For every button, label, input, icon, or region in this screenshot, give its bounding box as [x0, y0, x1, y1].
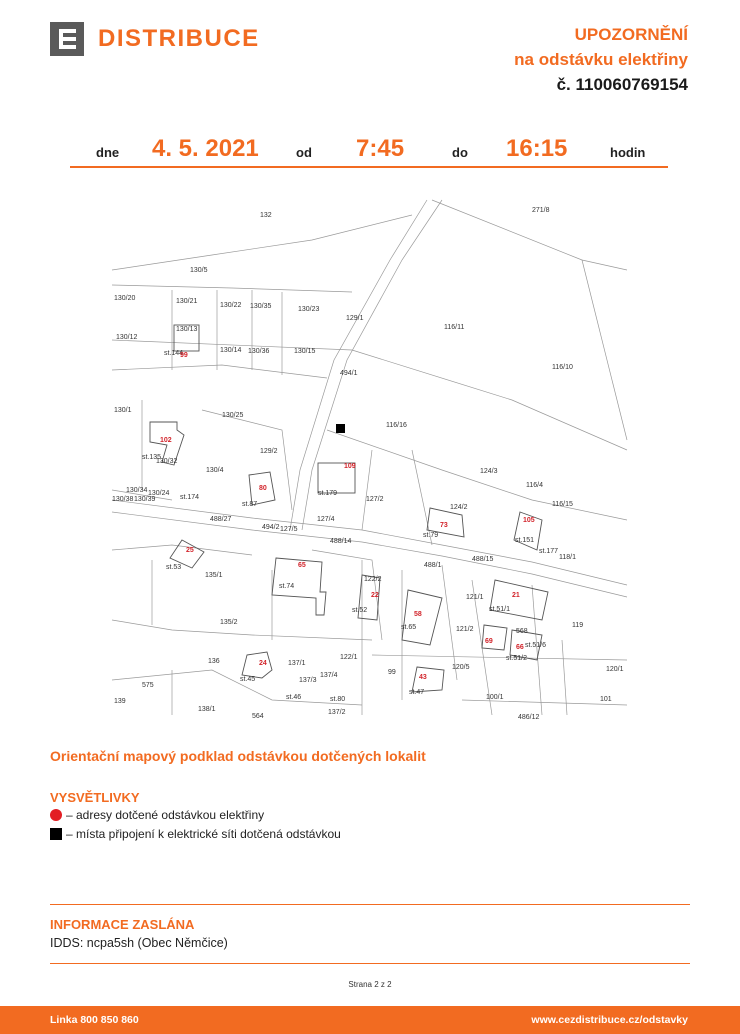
parcel-label: 488/15: [472, 556, 494, 563]
legend-connections: [50, 827, 341, 841]
parcel-label: 494/1: [340, 370, 358, 377]
parcel-label: 120/5: [452, 664, 470, 671]
info-divider-top: [50, 904, 690, 905]
parcel-label: 122/2: [364, 576, 382, 583]
parcel-label: 129/1: [346, 315, 364, 322]
footer-bar: [0, 1006, 740, 1034]
parcel-label: 100/1: [486, 694, 504, 701]
parcel-label: 568: [516, 628, 528, 635]
parcel-label: 127/2: [366, 496, 384, 503]
parcel-label: 130/4: [206, 467, 224, 474]
parcel-label: 120/1: [606, 666, 624, 673]
affected-address-label: 102: [160, 437, 172, 444]
parcel-label: 132: [260, 212, 272, 219]
parcel-label: 118/1: [559, 554, 576, 561]
to-label: do: [452, 145, 468, 160]
parcel-label: 127/4: [317, 516, 335, 523]
parcel-label: 130/25: [222, 412, 244, 419]
hotline: Linka 800 850 860: [50, 1014, 139, 1026]
parcel-label: st.179: [318, 490, 338, 497]
parcel-label: 121/2: [456, 626, 474, 633]
info-text: IDDS: ncpa5sh (Obec Němčice): [50, 936, 228, 950]
parcel-label: 124/2: [450, 504, 468, 511]
parcel-label: 486/12: [518, 714, 540, 721]
outage-date: 4. 5. 2021: [152, 135, 259, 162]
parcel-label: 130/39: [134, 496, 156, 503]
affected-address-label: 24: [259, 660, 267, 667]
parcel-label: 130/34: [126, 487, 148, 494]
legend-title: VYSVĚTLIVKY: [50, 790, 140, 805]
parcel-label: st.51/6: [525, 642, 547, 649]
parcel-label: 129/2: [260, 448, 278, 455]
parcel-label: 130/13: [176, 326, 198, 333]
parcel-label: 135/1: [205, 572, 223, 579]
parcel-label: 130/36: [248, 348, 270, 355]
affected-address-label: 43: [419, 674, 427, 681]
parcel-label: 116/16: [386, 422, 407, 429]
parcel-label: 494/2: [262, 524, 280, 531]
parcel-label: 575: [142, 682, 154, 689]
outage-map: [112, 200, 627, 721]
affected-address-label: 99: [180, 352, 188, 359]
parcel-label: 138/1: [198, 706, 216, 713]
parcel-label: st.174: [180, 494, 200, 501]
parcel-label: st.74: [279, 583, 295, 590]
company-logo: [50, 22, 260, 56]
unit-label: hodin: [610, 145, 646, 160]
parcel-label: 130/38: [112, 496, 134, 503]
affected-address-label: 66: [516, 644, 524, 651]
parcel-label: 99: [388, 669, 396, 676]
red-dot-icon: [50, 809, 62, 821]
parcel-label: 136: [208, 658, 220, 665]
parcel-label: 488/14: [330, 538, 352, 545]
parcel-label: 130/35: [250, 303, 272, 310]
affected-address-label: 22: [371, 592, 379, 599]
parcel-label: 135/2: [220, 619, 238, 626]
parcel-label: st.151: [515, 537, 535, 544]
parcel-label: st.87: [242, 501, 258, 508]
parcel-label: 564: [252, 713, 264, 720]
info-divider-bottom: [50, 963, 690, 964]
notice-heading: [514, 22, 688, 97]
from-label: od: [296, 145, 312, 160]
black-square-icon: [50, 828, 62, 840]
parcel-label: st.46: [286, 694, 302, 701]
notice-title: UPOZORNĚNÍ: [574, 25, 688, 44]
legend-addresses: [50, 808, 264, 822]
parcel-label: st.65: [401, 624, 417, 631]
day-label: dne: [96, 145, 120, 160]
parcel-label: 130/20: [114, 295, 136, 302]
parcel-label: 116/4: [526, 482, 543, 489]
affected-address-label: 109: [344, 463, 356, 470]
parcel-label: st.52: [352, 607, 368, 614]
parcel-label: 130/14: [220, 347, 242, 354]
parcel-label: 130/12: [116, 334, 138, 341]
affected-address-label: 80: [259, 485, 267, 492]
affected-address-label: 25: [186, 547, 194, 554]
cez-logo-icon: [50, 22, 84, 56]
legend-connections-text: – místa připojení k elektrické síti dotčená odstávkou: [66, 827, 341, 841]
parcel-label: 116/11: [444, 324, 465, 331]
to-time: 16:15: [506, 135, 568, 162]
parcel-label: 130/24: [148, 490, 170, 497]
parcel-label: 139: [114, 698, 126, 705]
parcel-label: st.51/1: [489, 606, 511, 613]
parcel-label: 488/1: [424, 562, 442, 569]
affected-address-label: 105: [523, 517, 535, 524]
parcel-label: 119: [572, 622, 584, 629]
from-time: 7:45: [356, 135, 405, 162]
parcel-label: st.144: [164, 350, 184, 357]
parcel-label: 137/4: [320, 672, 338, 679]
parcel-label: 130/1: [114, 407, 132, 414]
parcel-label: 130/23: [298, 306, 320, 313]
parcel-label: 130/5: [190, 267, 208, 274]
info-title: INFORMACE ZASLÁNA: [50, 917, 195, 932]
parcel-label: st.80: [330, 696, 346, 703]
affected-address-label: 65: [298, 562, 306, 569]
outage-schedule: [70, 132, 668, 168]
notice-number: č. 110060769154: [556, 75, 688, 94]
parcel-label: 122/1: [340, 654, 358, 661]
affected-address-label: 21: [512, 592, 520, 599]
parcel-label: 127/5: [280, 526, 298, 533]
affected-address-label: 73: [440, 522, 448, 529]
parcel-label: 116/10: [552, 364, 573, 371]
brand-name: DISTRIBUCE: [98, 25, 260, 52]
parcel-label: 137/2: [328, 709, 346, 716]
connection-point-marker: [336, 424, 345, 433]
map-caption: Orientační mapový podklad odstávkou dotčených lokalit: [50, 748, 426, 764]
parcel-label: st.51/2: [506, 655, 528, 662]
parcel-label: 130/32: [156, 458, 178, 465]
parcel-label: 137/3: [299, 677, 317, 684]
parcel-label: 121/1: [466, 594, 484, 601]
parcel-label: 124/3: [480, 468, 498, 475]
parcel-label: 137/1: [288, 660, 306, 667]
parcel-label: 116/15: [552, 501, 573, 508]
parcel-label: 271/8: [532, 207, 550, 214]
parcel-label: 130/21: [176, 298, 198, 305]
parcel-label: st.177: [539, 548, 559, 555]
parcel-label: st.79: [423, 532, 439, 539]
parcel-label: 130/22: [220, 302, 242, 309]
website-link[interactable]: www.cezdistribuce.cz/odstavky: [531, 1014, 688, 1026]
affected-address-label: 58: [414, 611, 422, 618]
parcel-label: 130/15: [294, 348, 316, 355]
parcel-label: st.135: [142, 454, 162, 461]
notice-subtitle: na odstávku elektřiny: [514, 50, 688, 69]
parcel-label: st.47: [409, 689, 425, 696]
page-number: Strana 2 z 2: [348, 980, 392, 989]
cadastral-map: [112, 200, 627, 721]
legend-addresses-text: – adresy dotčené odstávkou elektřiny: [66, 808, 265, 822]
parcel-label: st.45: [240, 676, 256, 683]
affected-address-label: 69: [485, 638, 493, 645]
parcel-label: 488/27: [210, 516, 232, 523]
parcel-label: 101: [600, 696, 612, 703]
parcel-label: st.53: [166, 564, 182, 571]
